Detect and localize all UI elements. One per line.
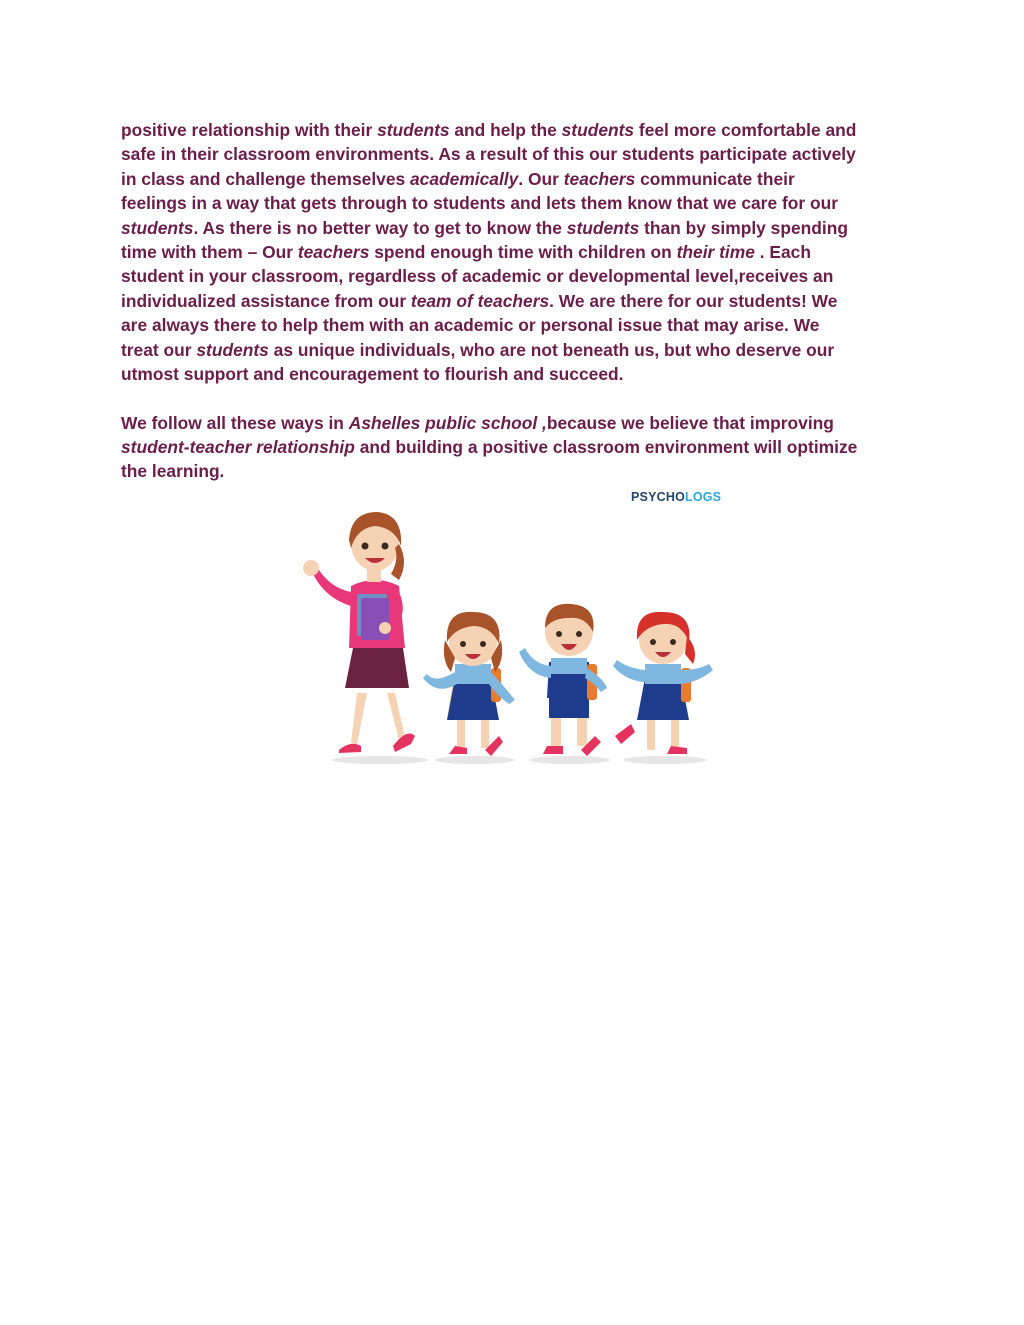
plain-text: safe in their classroom environments. As a result of this our students participate actively	[121, 144, 856, 165]
emphasis-text: students	[561, 120, 635, 140]
emphasis-text: academically	[410, 168, 519, 189]
teacher-children-illustration	[295, 488, 730, 770]
plain-text: . Each	[754, 241, 811, 262]
paragraph1-line	[121, 289, 911, 313]
watermark-part-1: PSYCHO	[631, 490, 685, 504]
paragraph1-line	[121, 216, 911, 240]
plain-text: . As there is no better way to get to know the	[193, 217, 567, 238]
emphasis-text: student-teacher relationship	[121, 437, 355, 458]
plain-text: feel more comfortable and	[634, 120, 857, 140]
emphasis-text: teachers	[563, 168, 636, 189]
plain-text: time with them – Our	[121, 241, 298, 262]
plain-text: positive relationship with their	[121, 120, 378, 140]
plain-text: because we believe that improving	[546, 412, 834, 433]
paragraph-2	[121, 411, 911, 484]
paragraph1-line	[121, 264, 911, 288]
paragraph-1	[121, 118, 911, 386]
paragraph1-line	[121, 167, 911, 191]
paragraph1-line	[121, 313, 911, 337]
plain-text: We follow all these ways in	[121, 412, 349, 433]
emphasis-text: teachers	[297, 241, 370, 262]
paragraph1-line	[121, 118, 911, 142]
emphasis-text: students	[121, 217, 194, 238]
paragraph1-line	[121, 191, 911, 215]
emphasis-text: their time	[676, 241, 755, 262]
plain-text: feelings in a way that gets through to students and lets them know that we care for our	[121, 193, 838, 214]
student-girl-1	[423, 612, 515, 756]
emphasis-text: students	[377, 120, 450, 140]
paragraph1-line	[121, 142, 911, 166]
teacher-figure	[303, 512, 415, 753]
plain-text: . We are there for our students! We	[549, 290, 838, 311]
paragraph1-line	[121, 338, 911, 362]
plain-text: than by simply spending	[639, 217, 848, 238]
paragraph2-line	[121, 411, 911, 435]
emphasis-text: Ashelles public school ,	[348, 412, 547, 433]
plain-text: and help the	[449, 120, 562, 140]
paragraph1-line	[121, 362, 911, 386]
plain-text: . Our	[518, 168, 564, 189]
plain-text: and building a positive classroom environment will optimize	[354, 437, 858, 458]
student-boy	[519, 604, 607, 756]
plain-text: the learning.	[121, 461, 225, 482]
paragraph1-line	[121, 240, 911, 264]
plain-text: treat our	[121, 339, 197, 360]
body-text	[121, 118, 911, 484]
plain-text: student in your classroom, regardless of academic or developmental level,receives an	[121, 266, 834, 287]
emphasis-text: team of teachers	[410, 290, 550, 311]
plain-text: spend enough time with children on	[369, 241, 677, 262]
plain-text: communicate their	[635, 168, 795, 189]
watermark-part-2: LOGS	[685, 490, 722, 504]
paragraph2-line	[121, 435, 911, 459]
plain-text: are always there to help them with an academic or personal issue that may arise. We	[121, 315, 820, 336]
student-girl-2	[613, 612, 713, 754]
plain-text: individualized assistance from our	[121, 290, 411, 311]
plain-text: utmost support and encouragement to flourish and succeed.	[121, 363, 624, 384]
emphasis-text: students	[196, 339, 269, 360]
plain-text: as unique individuals, who are not beneath us, but who deserve our	[268, 339, 835, 360]
emphasis-text: students	[566, 217, 640, 238]
paragraph2-line	[121, 459, 911, 483]
plain-text: in class and challenge themselves	[121, 168, 411, 189]
